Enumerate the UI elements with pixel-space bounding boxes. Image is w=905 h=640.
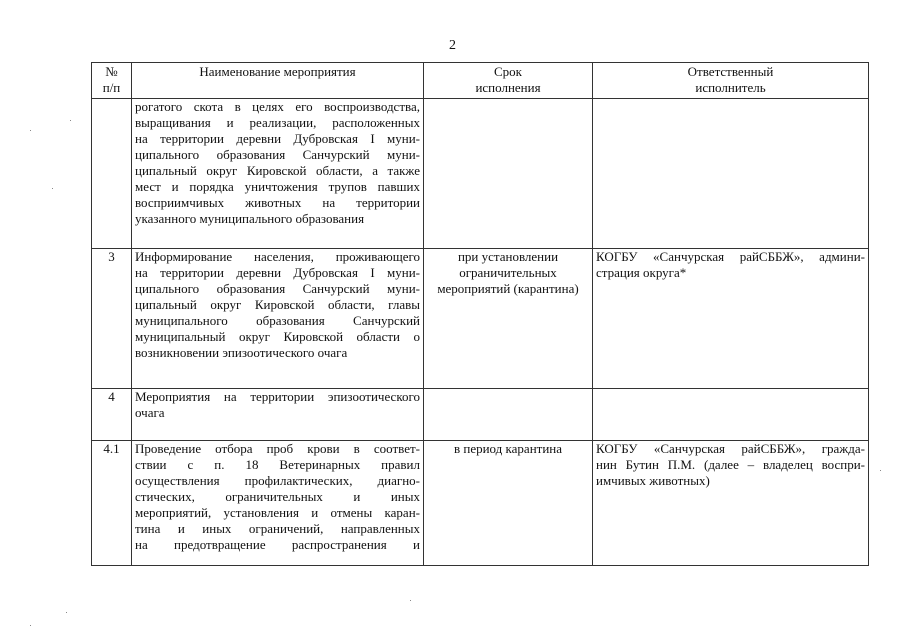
scan-speck xyxy=(410,600,411,601)
name-line: на предотвращение распространения и xyxy=(135,537,420,552)
responsible-line: имчивых животных) xyxy=(596,473,710,488)
term-line: в период карантина xyxy=(453,441,563,456)
row-responsible xyxy=(593,249,869,389)
table-row xyxy=(92,441,869,566)
name-line: муниципальный округ Кировской области о xyxy=(135,329,420,344)
name-line: очага xyxy=(135,405,165,420)
table-row xyxy=(92,249,869,389)
name-line: на территории деревни Дубровская I муни- xyxy=(135,265,420,280)
responsible-line: страция округа* xyxy=(596,265,687,280)
name-line: Мероприятия на территории эпизоотического xyxy=(135,389,420,404)
name-line: ципального образования Санчурский муни- xyxy=(135,281,420,296)
row-term xyxy=(424,441,593,566)
row-term xyxy=(424,249,593,389)
name-line: ципальный округ Кировской области, главы xyxy=(135,297,420,312)
row-responsible xyxy=(593,441,869,566)
scan-speck xyxy=(52,188,53,189)
name-line: мест и порядка уничтожения трупов павших xyxy=(135,179,420,194)
row-name xyxy=(132,441,424,566)
header-term-line: исполнения xyxy=(475,80,541,95)
name-line: на территории деревни Дубровская I муни- xyxy=(135,131,420,146)
row-num: 4.1 xyxy=(92,441,132,566)
row-num: 3 xyxy=(92,249,132,389)
name-line: выращивания и реализации, расположенных xyxy=(135,115,420,130)
header-num-line: п/п xyxy=(102,80,121,95)
row-term xyxy=(424,99,593,249)
name-line: Проведение отбора проб крови в соответ- xyxy=(135,441,420,456)
row-num: 4 xyxy=(92,389,132,441)
scan-speck xyxy=(70,120,71,121)
name-line: рогатого скота в целях его воспроизводства, xyxy=(135,99,420,114)
row-name xyxy=(132,99,424,249)
responsible-line: КОГБУ «Санчурская райСББЖ», гражда- xyxy=(596,441,865,456)
scan-speck xyxy=(30,130,31,131)
name-line: ципальный округ Кировской области, а также xyxy=(135,163,420,178)
scan-speck xyxy=(30,625,31,626)
term-line: при установлении xyxy=(457,249,559,264)
term-line: ограничительных xyxy=(459,265,557,280)
table-header-row xyxy=(92,63,869,99)
header-responsible xyxy=(593,63,869,99)
name-line: муниципального образования Санчурский xyxy=(135,313,420,328)
header-num xyxy=(92,63,132,99)
name-line: указанного муниципального образования xyxy=(135,211,365,226)
responsible-line: нин Бутин П.М. (далее – владелец воспри- xyxy=(596,457,865,472)
table-row xyxy=(92,389,869,441)
header-responsible-line: исполнитель xyxy=(695,80,766,95)
scan-speck xyxy=(66,612,67,613)
row-responsible xyxy=(593,389,869,441)
name-line: тина и иных ограничений, направленных xyxy=(135,521,420,536)
name-line: стических, ограничительных и иных xyxy=(135,489,420,504)
header-term xyxy=(424,63,593,99)
term-line: мероприятий (карантина) xyxy=(437,281,579,296)
measures-table xyxy=(91,62,869,566)
row-name xyxy=(132,249,424,389)
page-number: 2 xyxy=(449,38,456,53)
header-num-line: № xyxy=(105,64,118,79)
name-line: ципального образования Санчурский муни- xyxy=(135,147,420,162)
header-name-line: Наименование мероприятия xyxy=(199,64,356,79)
header-term-line: Срок xyxy=(494,64,522,79)
name-line: Информирование населения, проживающего xyxy=(135,249,420,264)
name-line: восприимчивых животных на территории xyxy=(135,195,420,210)
responsible-line: КОГБУ «Санчурская райСББЖ», админи- xyxy=(596,249,865,264)
name-line: возникновении эпизоотического очага xyxy=(135,345,348,360)
header-name xyxy=(132,63,424,99)
name-line: осуществления профилактических, диагно- xyxy=(135,473,420,488)
row-responsible xyxy=(593,99,869,249)
scan-speck xyxy=(880,470,881,471)
name-line: мероприятий, установления и отмены каран- xyxy=(135,505,420,520)
row-num xyxy=(92,99,132,249)
row-name xyxy=(132,389,424,441)
table-row xyxy=(92,99,869,249)
name-line: ствии с п. 18 Ветеринарных правил xyxy=(135,457,420,472)
header-responsible-line: Ответственный xyxy=(687,64,774,79)
row-term xyxy=(424,389,593,441)
